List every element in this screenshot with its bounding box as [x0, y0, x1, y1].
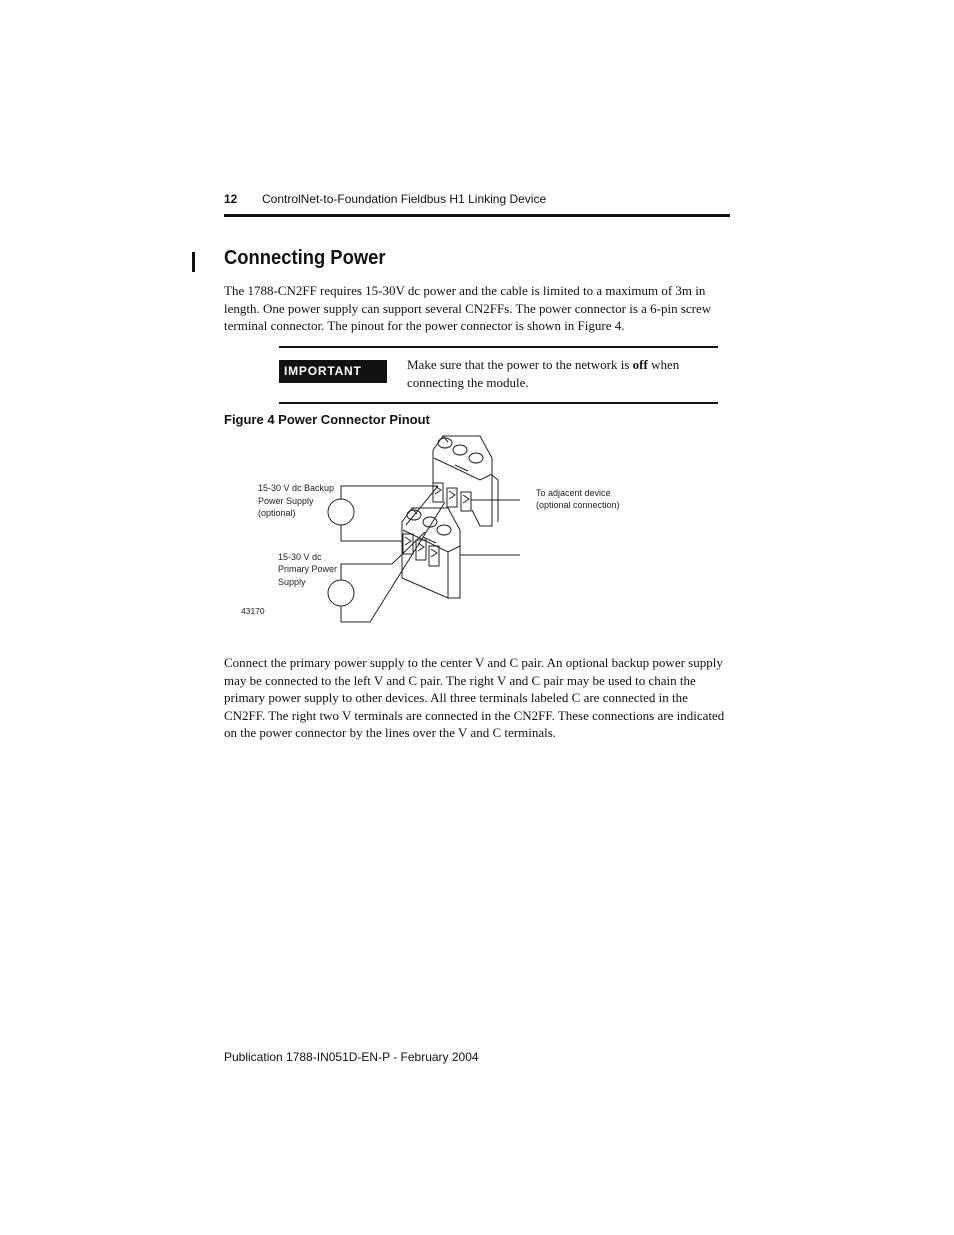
section-title: Connecting Power: [224, 247, 386, 269]
svg-text:Supply: [278, 577, 306, 587]
important-top-rule: [279, 346, 718, 348]
backup-label-line1: 15-30 V dc Backup: [258, 483, 335, 493]
backup-label-line3: (optional): [258, 508, 296, 518]
backup-supply-wiring: [328, 486, 438, 541]
backup-label-line2: Power Supply: [258, 496, 314, 506]
figure-caption: Figure 4 Power Connector Pinout: [224, 412, 430, 427]
page-number: 12: [224, 192, 238, 206]
primary-label-line2: Primary Power: [278, 564, 338, 574]
adjacent-label-line2: (optional connection): [536, 500, 620, 510]
primary-label-line1: 15-30 V dc: [278, 552, 322, 562]
svg-text:Primary Power: [278, 564, 337, 574]
important-text-after: when connecting the module.: [407, 357, 680, 390]
svg-text:43170: [241, 606, 265, 616]
running-title: ControlNet-to-Foundation Fieldbus H1 Linking Device: [262, 192, 547, 206]
figure-id: 43170: [241, 606, 265, 616]
important-text: [407, 356, 707, 391]
change-bar: [192, 252, 195, 272]
important-text-before: Make sure that the power to the network is: [407, 357, 633, 372]
svg-text:To adjacent device: [536, 488, 611, 498]
lower-terminal-block: [402, 508, 460, 598]
power-connector-diagram: [230, 430, 650, 635]
svg-text:15-30 V dc Backup: [258, 483, 334, 493]
svg-text:Power Supply: [258, 496, 314, 506]
body-paragraph: Connect the primary power supply to the center V and C pair. An optional backup power supply may be connected to the left V and C pair. The right V and C pair may be used to chain the primary power supply to other devices. All three terminals labeled C are connected in the CN2FF. The right two V terminals are connected in the CN2FF. These connections are indicated on the power connector by the lines over the V and C terminals.: [224, 655, 725, 740]
primary-supply-wiring: [328, 502, 445, 622]
intro-paragraph: The 1788-CN2FF requires 15-30V dc power and the cable is limited to a maximum of 3m in length. One power supply can support several CN2FFs. The power connector is a 6-pin screw terminal connector. The pinout for the power connector is shown in Figure 4.: [224, 283, 712, 333]
svg-text:(optional): [258, 508, 296, 518]
header-rule: [224, 214, 730, 217]
primary-label-line3: Supply: [278, 577, 306, 587]
upper-terminal-block: [433, 436, 498, 526]
important-bottom-rule: [279, 402, 718, 404]
adjacent-device-wiring: [460, 500, 520, 555]
svg-text:(optional connection): [536, 500, 620, 510]
footer-publication: Publication 1788-IN051D-EN-P - February 2004: [224, 1050, 479, 1064]
adjacent-label-line1: To adjacent device: [536, 488, 611, 498]
important-text-bold: off: [632, 357, 648, 372]
svg-text:15-30 V dc: [278, 552, 322, 562]
important-badge: IMPORTANT: [279, 360, 387, 383]
